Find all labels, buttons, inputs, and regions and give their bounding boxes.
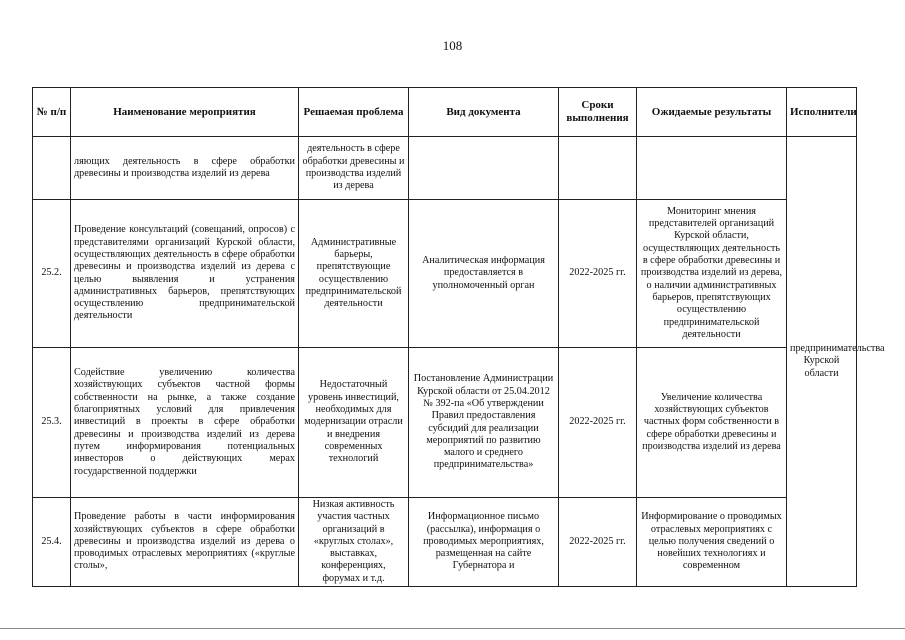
- header-exec: Исполнители: [787, 88, 857, 137]
- row-name: ляющих деятельность в сфере обработки древесины и производства изделий из дерева: [71, 137, 299, 200]
- header-problem: Решаемая проблема: [299, 88, 409, 137]
- row-problem: Низкая активность участия частных организаций в «круглых столах», выставках, конференциях, форумах и т.д.: [299, 498, 409, 587]
- header-result: Ожидаемые результаты: [637, 88, 787, 137]
- header-num: № п/п: [33, 88, 71, 137]
- row-term: 2022-2025 гг.: [559, 498, 637, 587]
- row-name: Проведение консультаций (совещаний, опросов) с представителями организаций Курской области, осуществляющих деятельность в сфере обработки древесины и производства изделий из дерева с целью выявления и устранения административных барьеров, препятствующих осуществлению предпринимательской деятельности: [71, 200, 299, 348]
- row-term: 2022-2025 гг.: [559, 200, 637, 348]
- table-row: [33, 200, 857, 348]
- table-row: [33, 137, 857, 200]
- bottom-rule: [0, 628, 905, 629]
- row-name: Содействие увеличению количества хозяйствующих субъектов частной формы собственности на рынке, а также создание благоприятных условий для привлечения инвестиций в проекты в сфере обработки древесины и производства изделий из дерева путем информирования потенциальных инвесторов о действующих мерах государственной поддержки: [71, 348, 299, 498]
- row-doc: [409, 137, 559, 200]
- header-term: Сроки выполнения: [559, 88, 637, 137]
- row-problem: деятельность в сфере обработки древесины и производства изделий из дерева: [299, 137, 409, 200]
- row-num: 25.2.: [33, 200, 71, 348]
- row-result: Увеличение количества хозяйствующих субъектов частных форм собственности в сфере обработки древесины и производства изделий из дерева: [637, 348, 787, 498]
- table-row: [33, 498, 857, 587]
- table-row: [33, 348, 857, 498]
- page-number: 108: [442, 38, 463, 53]
- row-problem: Недостаточный уровень инвестиций, необходимых для модернизации отрасли и внедрения современных технологий: [299, 348, 409, 498]
- measures-table: [32, 87, 885, 587]
- header-name: Наименование мероприятия: [71, 88, 299, 137]
- row-num: 25.4.: [33, 498, 71, 587]
- row-num: [33, 137, 71, 200]
- row-result: [637, 137, 787, 200]
- row-name: Проведение работы в части информирования хозяйствующих субъектов в сфере обработки древесины и производства изделий из дерева о проводимых отраслевых мероприятиях («круглые столы»,: [71, 498, 299, 587]
- row-doc: Аналитическая информация предоставляется в уполномоченный орган: [409, 200, 559, 348]
- row-term: 2022-2025 гг.: [559, 348, 637, 498]
- row-result: Информирование о проводимых отраслевых мероприятиях с целью получения сведений о новейших технологиях и современном: [637, 498, 787, 587]
- header-doc: Вид документа: [409, 88, 559, 137]
- row-num: 25.3.: [33, 348, 71, 498]
- row-term: [559, 137, 637, 200]
- row-doc: Постановление Администрации Курской области от 25.04.2012 № 392-па «Об утверждении Правил предоставления субсидий для реализации мероприятий по развитию малого и среднего предпринимательства»: [409, 348, 559, 498]
- row-doc: Информационное письмо (рассылка), информация о проводимых мероприятиях, размещенная на сайте Губернатора и: [409, 498, 559, 587]
- row-result: Мониторинг мнения представителей организаций Курской области, осуществляющих деятельность в сфере обработки древесины и производства изделий из дерева, о наличии административных барьеров, препятствующих осуществлению предпринимательской деятельности: [637, 200, 787, 348]
- row-problem: Административные барьеры, препятствующие осуществлению предпринимательской деятельности: [299, 200, 409, 348]
- table-header-row: [33, 88, 857, 137]
- executor-cell: предпринимательства Курской области: [787, 137, 857, 587]
